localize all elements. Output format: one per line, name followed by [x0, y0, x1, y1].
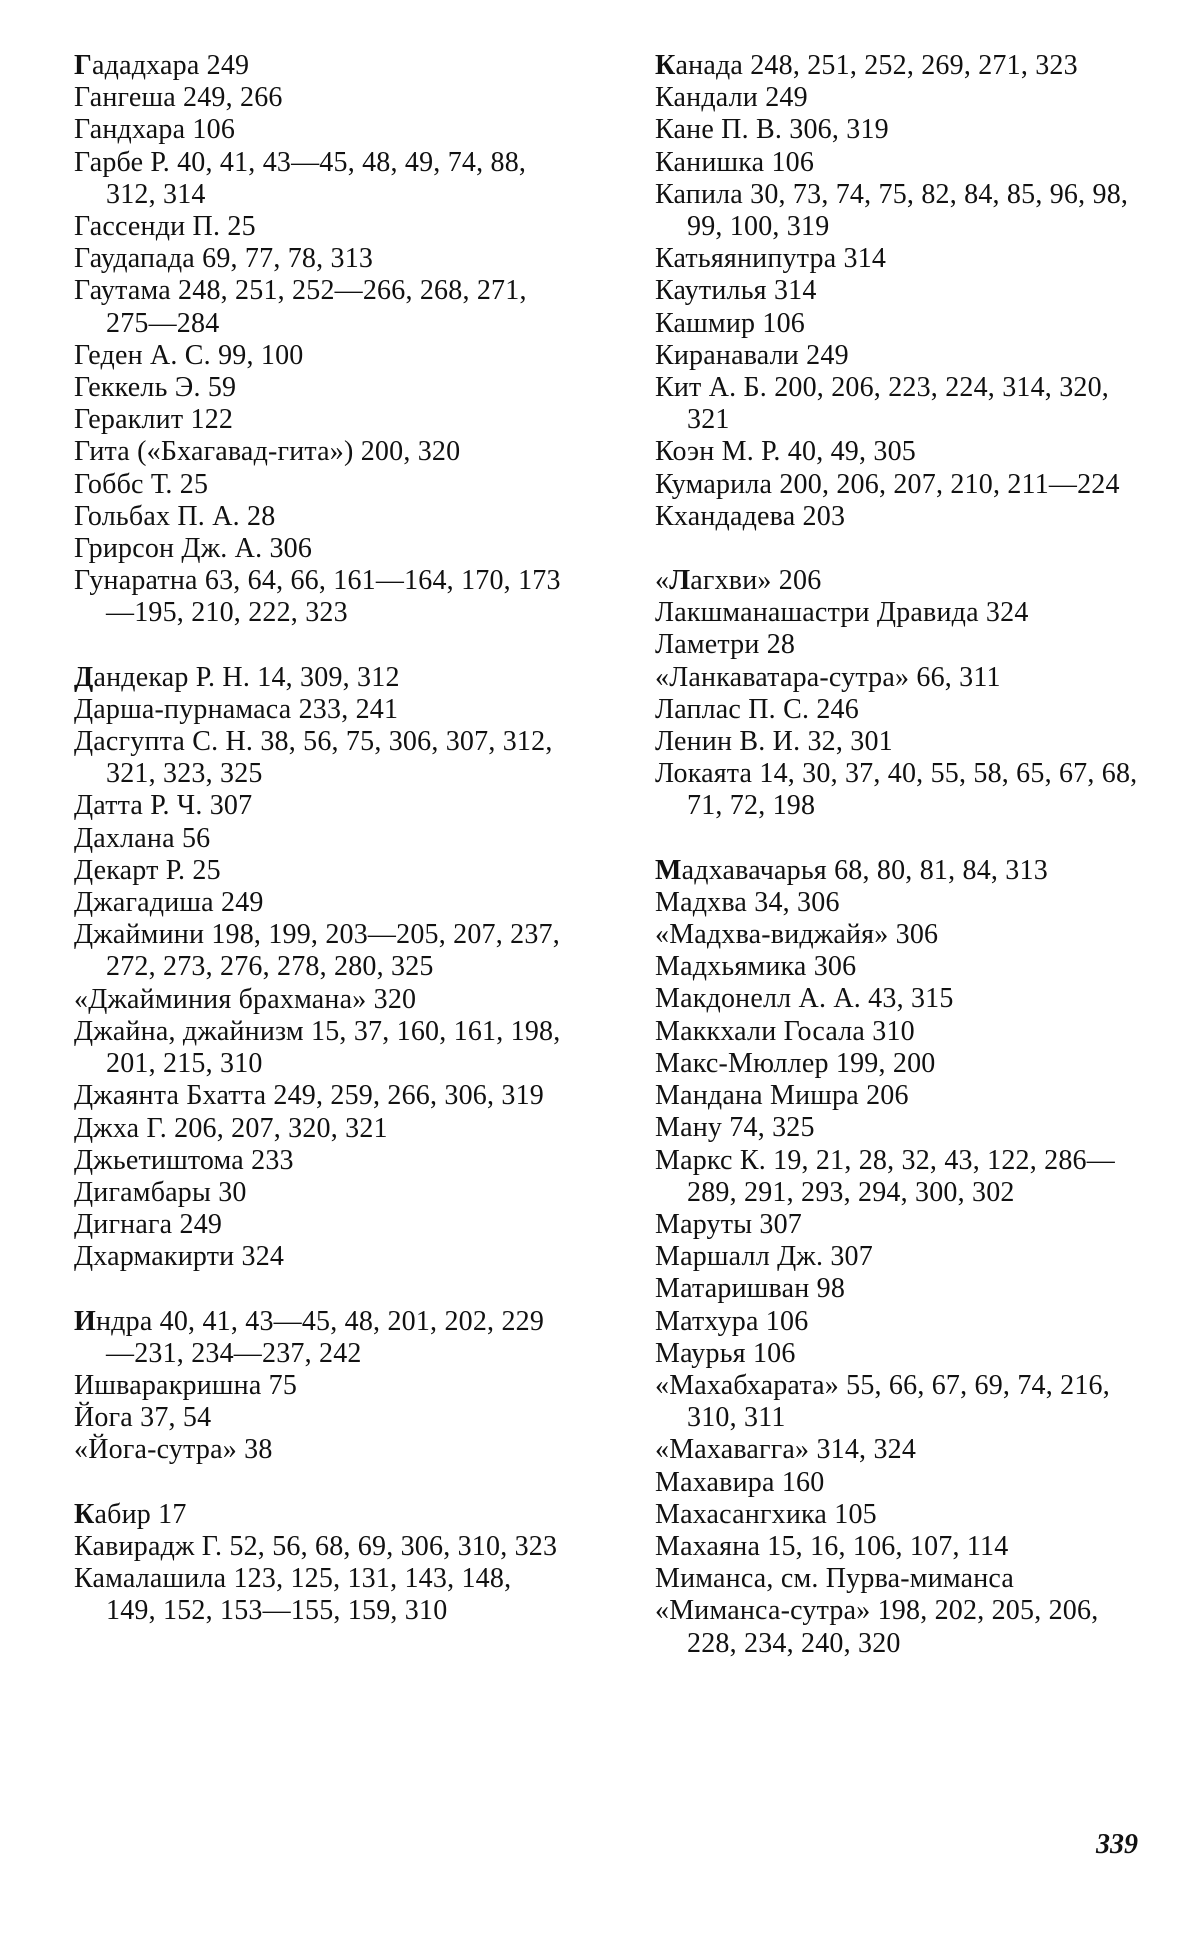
index-entry: Джагадиша 249 — [74, 887, 264, 919]
index-entry: Гаудапада 69, 77, 78, 313 — [74, 243, 374, 275]
index-entry: Кавирадж Г. 52, 56, 68, 69, 306, 310, 323 — [74, 1530, 558, 1562]
index-entry: «Мадхва-виджайя» 306 — [655, 919, 939, 951]
index-entry: Ишваракришна 75 — [74, 1369, 298, 1401]
index-entry: Канада 248, 251, 252, 269, 271, 323 — [655, 50, 1078, 81]
index-entry: Гунаратна 63, 64, 66, 161—164, 170, 173—195, 210, 222, 323 — [74, 565, 561, 629]
index-entry: Миманса, см. Пурва-миманса — [655, 1563, 1015, 1595]
index-entry: Кит А. Б. 200, 206, 223, 224, 314, 320, 321 — [655, 372, 1109, 436]
index-entry: Гаутама 248, 251, 252—266, 268, 271, 275—284 — [74, 275, 527, 339]
index-entry: «Миманса-сутра» 198, 202, 205, 206, 228, 234, 240, 320 — [655, 1595, 1099, 1659]
index-entry: Дасгупта С. Н. 38, 56, 75, 306, 307, 312, 321, 323, 325 — [74, 726, 553, 790]
index-entry: Гандхара 106 — [74, 114, 236, 146]
index-entry: Гольбах П. А. 28 — [74, 500, 276, 532]
index-entry: Каутилья 314 — [655, 275, 817, 307]
index-entry: Макдонелл А. А. 43, 315 — [655, 983, 954, 1015]
index-entry: Кабир 17 — [74, 1498, 187, 1530]
index-entry: Катьяянипутра 314 — [655, 243, 887, 275]
index-entry: Индра 40, 41, 43—45, 48, 201, 202, 229—231, 234—237, 242 — [74, 1305, 545, 1369]
index-entry: Гададхара 249 — [74, 50, 250, 81]
index-entry: Датта Р. Ч. 307 — [74, 790, 253, 822]
entry-initial-letter: И — [74, 1305, 96, 1337]
index-entry: Мадхьямика 306 — [655, 951, 857, 983]
index-entry: Гераклит 122 — [74, 404, 234, 436]
index-entry: Лаплас П. С. 246 — [655, 693, 859, 725]
index-entry: Кандали 249 — [655, 82, 808, 114]
index-entry: Грирсон Дж. А. 306 — [74, 533, 313, 565]
index-entry: Маруты 307 — [655, 1208, 803, 1240]
index-column-right — [655, 50, 1140, 1660]
index-entry: Маккхали Госала 310 — [655, 1015, 915, 1047]
index-entry: Макс-Мюллер 199, 200 — [655, 1047, 936, 1079]
index-entry: Дахлана 56 — [74, 822, 211, 854]
index-entry: «Ланкаватара-сутра» 66, 311 — [655, 661, 1001, 693]
entry-initial-letter: Д — [74, 661, 94, 693]
entry-initial-letter: Г — [74, 50, 93, 81]
index-entry: «Джайминия брахмана» 320 — [74, 983, 417, 1015]
index-entry: Гоббс Т. 25 — [74, 468, 209, 500]
index-entry: «Лагхви» 206 — [655, 565, 822, 597]
index-entry: Мадхва 34, 306 — [655, 886, 840, 918]
index-entry: Ману 74, 325 — [655, 1112, 815, 1144]
index-entry: Джайна, джайнизм 15, 37, 160, 161, 198, 201, 215, 310 — [74, 1015, 561, 1080]
index-entry: Дигнага 249 — [74, 1209, 223, 1241]
index-entry: Дхармакирти 324 — [74, 1241, 285, 1273]
index-entry: Кане П. В. 306, 319 — [655, 114, 889, 146]
index-entry: «Махавагга» 314, 324 — [655, 1434, 917, 1466]
index-entry: Кумарила 200, 206, 207, 210, 211—224 — [655, 468, 1120, 500]
index-entry: Джаянта Бхатта 249, 259, 266, 306, 319 — [74, 1080, 544, 1112]
index-entry: Матаришван 98 — [655, 1273, 846, 1305]
index-entry: Ламетри 28 — [655, 629, 796, 661]
index-entry: Геккель Э. 59 — [74, 372, 237, 404]
index-entry: Махаяна 15, 16, 106, 107, 114 — [655, 1530, 1009, 1562]
page-number: 339 — [1096, 1829, 1138, 1860]
index-entry: Мандана Мишра 206 — [655, 1080, 909, 1112]
index-entry: Йога 37, 54 — [74, 1402, 212, 1434]
index-entry: Ленин В. И. 32, 301 — [655, 726, 893, 758]
index-entry: Лакшманашастри Дравида 324 — [655, 597, 1029, 629]
index-entry: Гита («Бхагавад-гита») 200, 320 — [74, 436, 461, 468]
index-entry: Джьетиштома 233 — [74, 1144, 294, 1176]
index-entry: Капила 30, 73, 74, 75, 82, 84, 85, 96, 98, 99, 100, 319 — [655, 178, 1129, 243]
index-entry: Киранавали 249 — [655, 339, 849, 371]
entry-initial-letter: М — [655, 854, 682, 886]
index-entry: Махасангхика 105 — [655, 1498, 877, 1530]
index-entry: Дарша-пурнамаса 233, 241 — [74, 693, 399, 725]
index-entry: Декарт Р. 25 — [74, 854, 221, 886]
index-entry: Канишка 106 — [655, 146, 815, 178]
index-entry: Маршалл Дж. 307 — [655, 1241, 873, 1273]
index-entry: Локаята 14, 30, 37, 40, 55, 58, 65, 67, 68, 71, 72, 198 — [655, 758, 1138, 822]
index-entry: Кашмир 106 — [655, 307, 805, 339]
index-entry: Махавира 160 — [655, 1466, 825, 1498]
index-entry: «Махабхарата» 55, 66, 67, 69, 74, 216, 310, 311 — [655, 1369, 1110, 1434]
index-entry: Гассенди П. 25 — [74, 211, 256, 243]
index-entry: Маркс К. 19, 21, 28, 32, 43, 122, 286—289, 291, 293, 294, 300, 302 — [655, 1144, 1115, 1208]
index-entry: Кхандадева 203 — [655, 500, 846, 532]
index-entry: Коэн М. Р. 40, 49, 305 — [655, 436, 916, 468]
index-entry: Матхура 106 — [655, 1305, 809, 1337]
index-entry: Камалашила 123, 125, 131, 143, 148, 149, 152, 153—155, 159, 310 — [74, 1562, 512, 1627]
entry-initial-letter: К — [74, 1498, 95, 1530]
index-entry: Гангеша 249, 266 — [74, 82, 283, 114]
index-column-left — [74, 50, 562, 1627]
entry-initial-letter: Л — [669, 565, 691, 597]
index-entry: Джха Г. 206, 207, 320, 321 — [74, 1112, 388, 1144]
index-entry: Дигамбары 30 — [74, 1176, 247, 1208]
index-entry: Джаймини 198, 199, 203—205, 207, 237, 272, 273, 276, 278, 280, 325 — [74, 919, 560, 983]
index-entry: Гарбе Р. 40, 41, 43—45, 48, 49, 74, 88, 312, 314 — [74, 146, 527, 210]
index-entry: Дандекар Р. Н. 14, 309, 312 — [74, 661, 400, 693]
index-entry: Мадхавачарья 68, 80, 81, 84, 313 — [655, 854, 1048, 886]
entry-initial-letter: К — [655, 50, 676, 81]
index-entry: Геден А. С. 99, 100 — [74, 339, 304, 371]
index-entry: «Йога-сутра» 38 — [74, 1434, 273, 1466]
index-entry: Маурья 106 — [655, 1337, 796, 1369]
